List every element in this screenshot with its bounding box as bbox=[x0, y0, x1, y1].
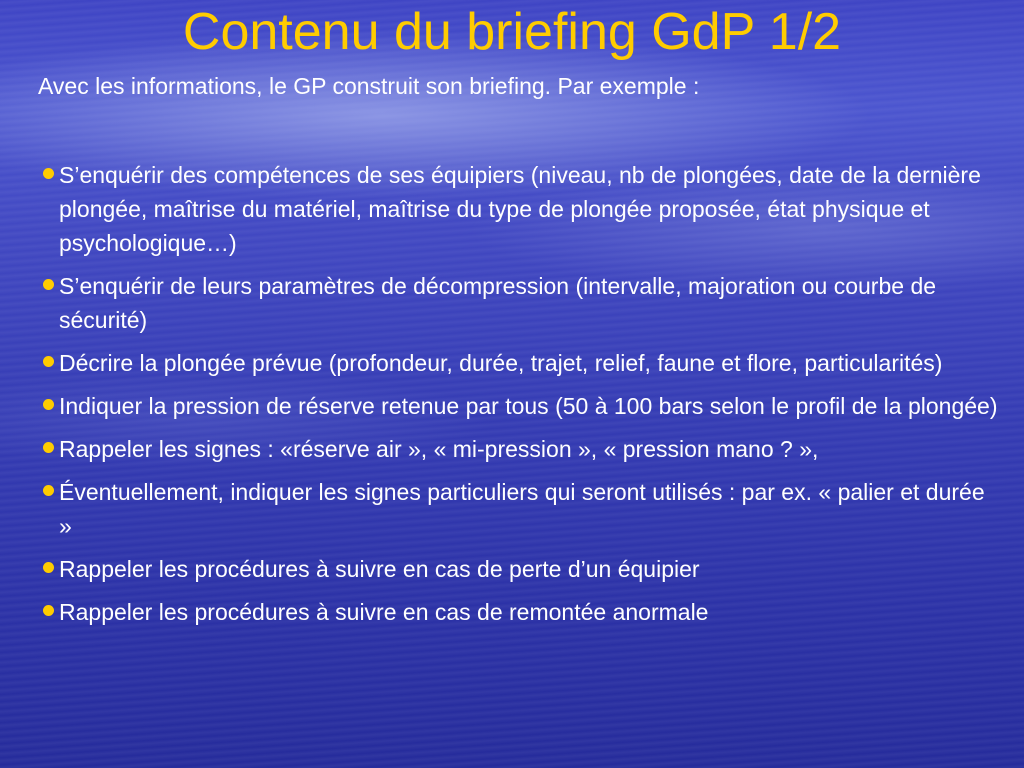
bullet-item-plongee-prevue bbox=[42, 346, 1002, 380]
bullet-text: Rappeler les signes : «réserve air », « mi-pression », « pression mano ? », bbox=[59, 436, 819, 462]
bullet-text: S’enquérir de leurs paramètres de décompression (intervalle, majoration ou courbe de sécurité) bbox=[59, 273, 937, 333]
slide-title: Contenu du briefing GdP 1/2 bbox=[182, 3, 842, 61]
bullet-text: Rappeler les procédures à suivre en cas de perte d’un équipier bbox=[59, 556, 700, 582]
bullet-text: Indiquer la pression de réserve retenue par tous (50 à 100 bars selon le profil de la plongée) bbox=[59, 393, 998, 419]
bullet-item-remontee-anormale bbox=[42, 595, 1002, 629]
bullet-dot-icon bbox=[43, 605, 54, 616]
bullet-dot-icon bbox=[43, 399, 54, 410]
bullet-dot-icon bbox=[43, 168, 54, 179]
bullet-text: Rappeler les procédures à suivre en cas de remontée anormale bbox=[59, 599, 709, 625]
bullet-dot-icon bbox=[43, 356, 54, 367]
bullet-dot-icon bbox=[43, 279, 54, 290]
bullet-item-signes-particuliers bbox=[42, 475, 1002, 543]
bullet-dot-icon bbox=[43, 485, 54, 496]
bullet-text: S’enquérir des compétences de ses équipiers (niveau, nb de plongées, date de la dernière plongée, maîtrise du matériel, maîtrise du type de plongée proposée, état physique et psychologique…) bbox=[59, 162, 981, 256]
bullet-list bbox=[42, 158, 1002, 638]
bullet-item-competences bbox=[42, 158, 1002, 260]
bullet-item-signes bbox=[42, 432, 1002, 466]
bullet-item-decompression bbox=[42, 269, 1002, 337]
intro-text: Avec les informations, le GP construit son briefing. Par exemple : bbox=[38, 73, 700, 99]
bullet-text: Décrire la plongée prévue (profondeur, durée, trajet, relief, faune et flore, particularités) bbox=[59, 350, 943, 376]
bullet-dot-icon bbox=[43, 562, 54, 573]
bullet-dot-icon bbox=[43, 442, 54, 453]
bullet-item-pression-reserve bbox=[42, 389, 1002, 423]
bullet-item-perte-equipier bbox=[42, 552, 1002, 586]
bullet-text: Éventuellement, indiquer les signes particuliers qui seront utilisés : par ex. « palier et durée » bbox=[59, 479, 985, 539]
